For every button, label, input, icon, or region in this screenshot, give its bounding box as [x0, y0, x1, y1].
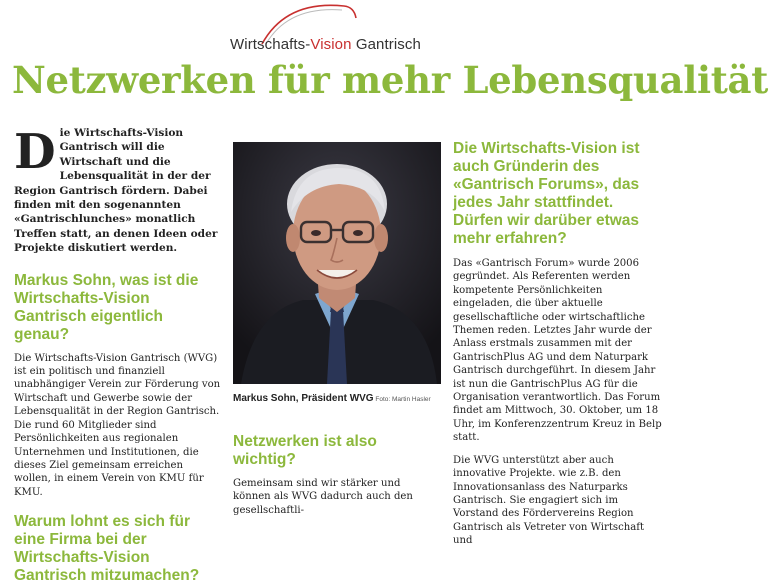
caption-credit: Foto: Martin Hasler: [373, 396, 431, 403]
dropcap: D: [14, 124, 56, 180]
portrait-illustration-icon: [233, 142, 441, 384]
column-left: [14, 126, 221, 585]
photo-caption: [233, 393, 441, 404]
column-middle: [233, 126, 441, 517]
logo-part-1: Wirtschafts-: [230, 36, 311, 53]
answer-3: Gemeinsam sind wir stärker und können als WVG dadurch auch den gesellschaftli-: [233, 478, 413, 516]
intro-paragraph: [14, 126, 221, 256]
question-1: Markus Sohn, was ist die Wirtschafts-Vision Gantrisch eigentlich genau?: [14, 271, 199, 343]
logo-text: [230, 36, 421, 53]
question-3: Netzwerken ist also wichtig?: [233, 433, 377, 468]
caption-name: Markus Sohn, Präsident WVG: [233, 393, 374, 404]
intro-text: ie Wirtschafts-Vision Gantrisch will die Wirtschaft und die Lebensqualität in der der Region Gantrisch fördern. Dabei finden mit den sogenannten «Gantrischlunches» monatlich Treffen statt, an denen Ideen oder Projekte diskutiert werden.: [14, 127, 218, 255]
headline: Netzwerken für mehr Lebensqualität: [12, 58, 768, 102]
logo-part-3: Gantrisch: [351, 36, 421, 53]
column-right: [453, 140, 663, 548]
logo-part-2: Vision: [310, 36, 352, 53]
answer-4b: Die WVG unterstützt aber auch innovative Projekte. wie z.B. den Innovationsanlass des Naturparks Gantrisch. Sie engagiert sich im Vorstand des Fördervereins Region Gantrisch als Vetreter von Wirtschaft und: [453, 454, 645, 547]
logo: [226, 4, 446, 56]
question-4: Die Wirtschafts-Vision ist auch Gründerin des «Gantrisch Forums», das jedes Jahr stattfindet. Dürfen wir darüber etwas mehr erfahren?: [453, 140, 640, 247]
answer-4a: Das «Gantrisch Forum» wurde 2006 gegründet. Als Referenten werden kompetente Persönlichkeiten eingeladen, die über aktuelle gesellschaftliche oder wirtschaftliche Themen reden. Letztes Jahr wurde der Anlass erstmals zusammen mit der GantrischPlus AG und dem Naturpark Gantrisch durchgeführt. In diesem Jahr ist nun die GantrischPlus AG für die Organisation verantwortlich. Das Forum findet am Mittwoch, 30. Oktober, um 18 Uhr, im Konferenzzentrum Kreuz in Belp statt.: [453, 258, 662, 444]
portrait-photo: [233, 142, 441, 384]
question-2: Warum lohnt es sich für eine Firma bei der Wirtschafts-Vision Gantrisch mitzumachen?: [14, 513, 200, 585]
answer-1: Die Wirtschafts-Vision Gantrisch (WVG) ist ein politisch und finanziell unabhängiger Verein zur Förderung von Wirtschaft und Gewerbe sowie der Lebensqualität in der Region Gantrisch. Die rund 60 Mitglieder sind Persönlichkeiten aus regionalen Unternehmen und Institutionen, die dieses Ziel gemeinsam erreichen wollen, in einem Verein von KMU für KMU.: [14, 352, 221, 498]
